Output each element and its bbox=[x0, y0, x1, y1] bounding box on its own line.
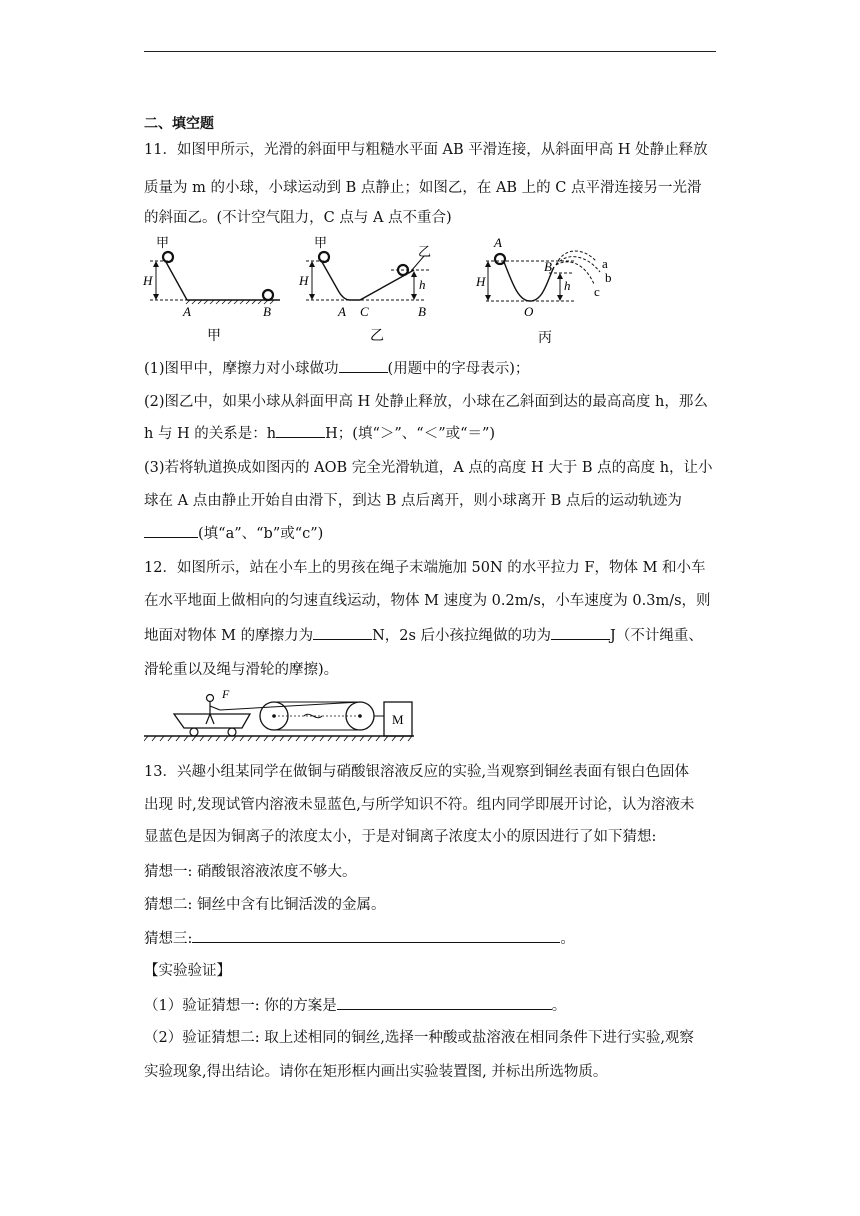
q13-verify-2b: 实验现象,得出结论。请你在矩形框内画出实验装置图, 并标出所选物质。 bbox=[144, 1064, 608, 1080]
fig-bing-b-label: b bbox=[605, 270, 612, 285]
fig-yi-B-label: B bbox=[418, 304, 426, 319]
q12-work-blank[interactable] bbox=[551, 625, 610, 640]
fig-yi-H-label: H bbox=[299, 273, 309, 288]
fig-yi-track bbox=[322, 262, 414, 300]
fig-yi-caption: 乙 bbox=[370, 329, 384, 344]
fig-bing-c-label: c bbox=[594, 284, 600, 299]
fig-q12-boy bbox=[206, 695, 220, 725]
fig-jia-slope-label: 甲 bbox=[156, 235, 170, 250]
q11-line-2: 质量为 m 的小球，小球运动到 B 点静止；如图乙，在 AB 上的 C 点平滑连接另一光滑 bbox=[144, 180, 702, 196]
q13-guess-3: 猜想三: 。 bbox=[144, 928, 575, 949]
fig-q12-rope-top bbox=[220, 702, 360, 710]
fig-jia-H-label: H bbox=[143, 273, 153, 288]
q11-p1-blank[interactable] bbox=[339, 358, 388, 373]
q13-guess-3-blank[interactable] bbox=[192, 928, 560, 943]
q11-part-2a: (2)图乙中，如果小球从斜面甲高 H 处静止释放，小球在乙斜面到达的最高高度 h，那么 bbox=[144, 394, 708, 410]
figure-q12-cart-pulley bbox=[144, 684, 420, 746]
q12-line-3: 地面对物体 M 的摩擦力为 N，2s 后小孩拉绳做的功为 J（不计绳重、 bbox=[144, 625, 703, 646]
q11-part-1: (1)图甲中，摩擦力对小球做功 (用题中的字母表示)； bbox=[144, 358, 529, 379]
fig-jia-incline bbox=[166, 262, 187, 300]
fig-q12-M-label: M bbox=[392, 712, 404, 727]
q13-line-1: 13．兴趣小组某同学在做铜与硝酸银溶液反应的实验,当观察到铜丝表面有银白色固体 bbox=[144, 764, 690, 780]
q11-p2-blank[interactable] bbox=[276, 423, 325, 438]
q12-line-1: 12．如图所示，站在小车上的男孩在绳子末端施加 50N 的水平拉力 F，物体 M 和小车 bbox=[144, 560, 706, 576]
fig-yi-slope1-label: 甲 bbox=[314, 235, 328, 250]
fig-yi-A-label: A bbox=[338, 304, 346, 319]
fig-yi-C-label: C bbox=[360, 304, 369, 319]
fig-yi-slope2-label: 乙 bbox=[418, 244, 432, 259]
q13-verify-2a: （2）验证猜想二: 取上述相同的铜丝,选择一种酸或盐溶液在相同条件下进行实验,观察 bbox=[144, 1030, 694, 1046]
figure-jia bbox=[140, 234, 290, 346]
fig-yi-h-label: h bbox=[419, 277, 426, 292]
fig-jia-caption: 甲 bbox=[207, 329, 221, 344]
q13-verify-1: （1）验证猜想一: 你的方案是 。 bbox=[144, 995, 566, 1016]
fig-bing-h-label: h bbox=[564, 278, 571, 293]
fig-jia-A-label: A bbox=[183, 304, 191, 319]
section-title: 二、填空题 bbox=[144, 116, 214, 132]
fig-bing-H-label: H bbox=[476, 274, 486, 289]
fig-jia-ball-end bbox=[263, 290, 273, 300]
fig-jia-B-label: B bbox=[263, 304, 271, 319]
q11-part-2b: h 与 H 的关系是：h H；(填“＞”、“＜”或“＝”) bbox=[144, 423, 495, 444]
fig-bing-caption: 丙 bbox=[538, 331, 552, 346]
figure-bing bbox=[474, 234, 624, 346]
q11-line-1: 11．如图甲所示，光滑的斜面甲与粗糙水平面 AB 平滑连接，从斜面甲高 H 处静止释放 bbox=[144, 142, 708, 158]
q12-line-2: 在水平地面上做相向的匀速直线运动，物体 M 速度为 0.2m/s，小车速度为 0.3m/s，则 bbox=[144, 593, 711, 609]
header-rule bbox=[144, 51, 716, 52]
q11-part-3b: 球在 A 点由静止开始自由滑下，到达 B 点后离开，则小球离开 B 点后的运动轨迹为 bbox=[144, 493, 682, 509]
q11-line-3: 的斜面乙。(不计空气阻力，C 点与 A 点不重合) bbox=[144, 210, 452, 226]
q13-guess-1: 猜想一: 硝酸银溶液浓度不够大。 bbox=[144, 864, 357, 880]
figure-yi bbox=[294, 234, 444, 346]
q13-line-2: 出现 时,发现试管内溶液未显蓝色,与所学知识不符。组内同学即展开讨论，认为溶液未 bbox=[144, 797, 695, 813]
q13-verify-1-blank[interactable] bbox=[337, 995, 552, 1010]
fig-q12-F-label: F bbox=[222, 687, 230, 701]
q11-p3-blank[interactable] bbox=[144, 523, 198, 538]
fig-bing-A-label: A bbox=[494, 235, 502, 250]
q11-part-3a: (3)若将轨道换成如图丙的 AOB 完全光滑轨道，A 点的高度 H 大于 B 点的高度 h，让小 bbox=[144, 460, 713, 476]
q12-line-4: 滑轮重以及绳与滑轮的摩擦)。 bbox=[144, 662, 339, 678]
q13-verify-heading: 【实验验证】 bbox=[144, 963, 231, 979]
fig-bing-a-label: a bbox=[602, 256, 608, 271]
fig-bing-B-label: B bbox=[544, 259, 552, 274]
q11-part-3c: (填“a”、“b”或“c”) bbox=[144, 523, 323, 544]
fig-bing-O-label: O bbox=[524, 304, 534, 319]
q12-friction-blank[interactable] bbox=[313, 625, 372, 640]
q13-line-3: 显蓝色是因为铜离子的浓度太小，于是对铜离子浓度太小的原因进行了如下猜想: bbox=[144, 829, 657, 845]
fig-q12-cart bbox=[174, 714, 250, 728]
q13-guess-2: 猜想二: 铜丝中含有比铜活泼的金属。 bbox=[144, 897, 386, 913]
